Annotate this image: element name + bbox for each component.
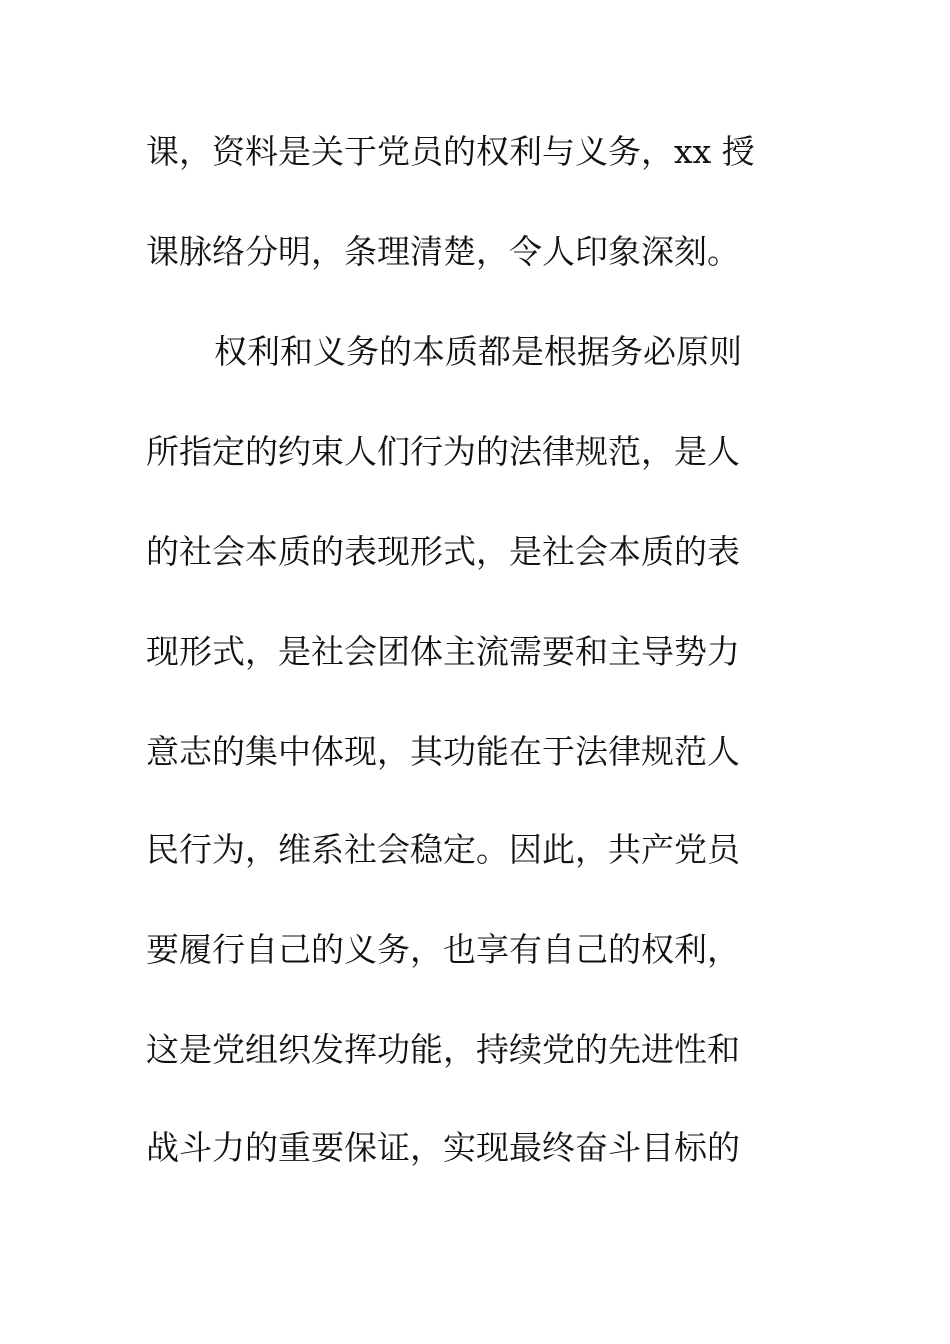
text-line: 现形式，是社会团体主流需要和主导势力 xyxy=(146,632,740,671)
text-line: 意志的集中体现，其功能在于法律规范人 xyxy=(146,732,740,771)
text-line: 战斗力的重要保证，实现最终奋斗目标的 xyxy=(146,1128,740,1167)
text-line: 要履行自己的义务，也享有自己的权利， xyxy=(146,930,740,969)
text-line: 所指定的约束人们行为的法律规范，是人 xyxy=(146,432,740,471)
text-line: 民行为，维系社会稳定。因此，共产党员 xyxy=(146,830,740,869)
text-line: 的社会本质的表现形式，是社会本质的表 xyxy=(146,532,740,571)
paragraph-start-line: 权利和义务的本质都是根据务必原则 xyxy=(214,332,742,371)
text-line: 课，资料是关于党员的权利与义务，xx 授 xyxy=(146,132,755,171)
text-line: 这是党组织发挥功能，持续党的先进性和 xyxy=(146,1030,740,1069)
text-line: 课脉络分明，条理清楚，令人印象深刻。 xyxy=(146,232,740,271)
